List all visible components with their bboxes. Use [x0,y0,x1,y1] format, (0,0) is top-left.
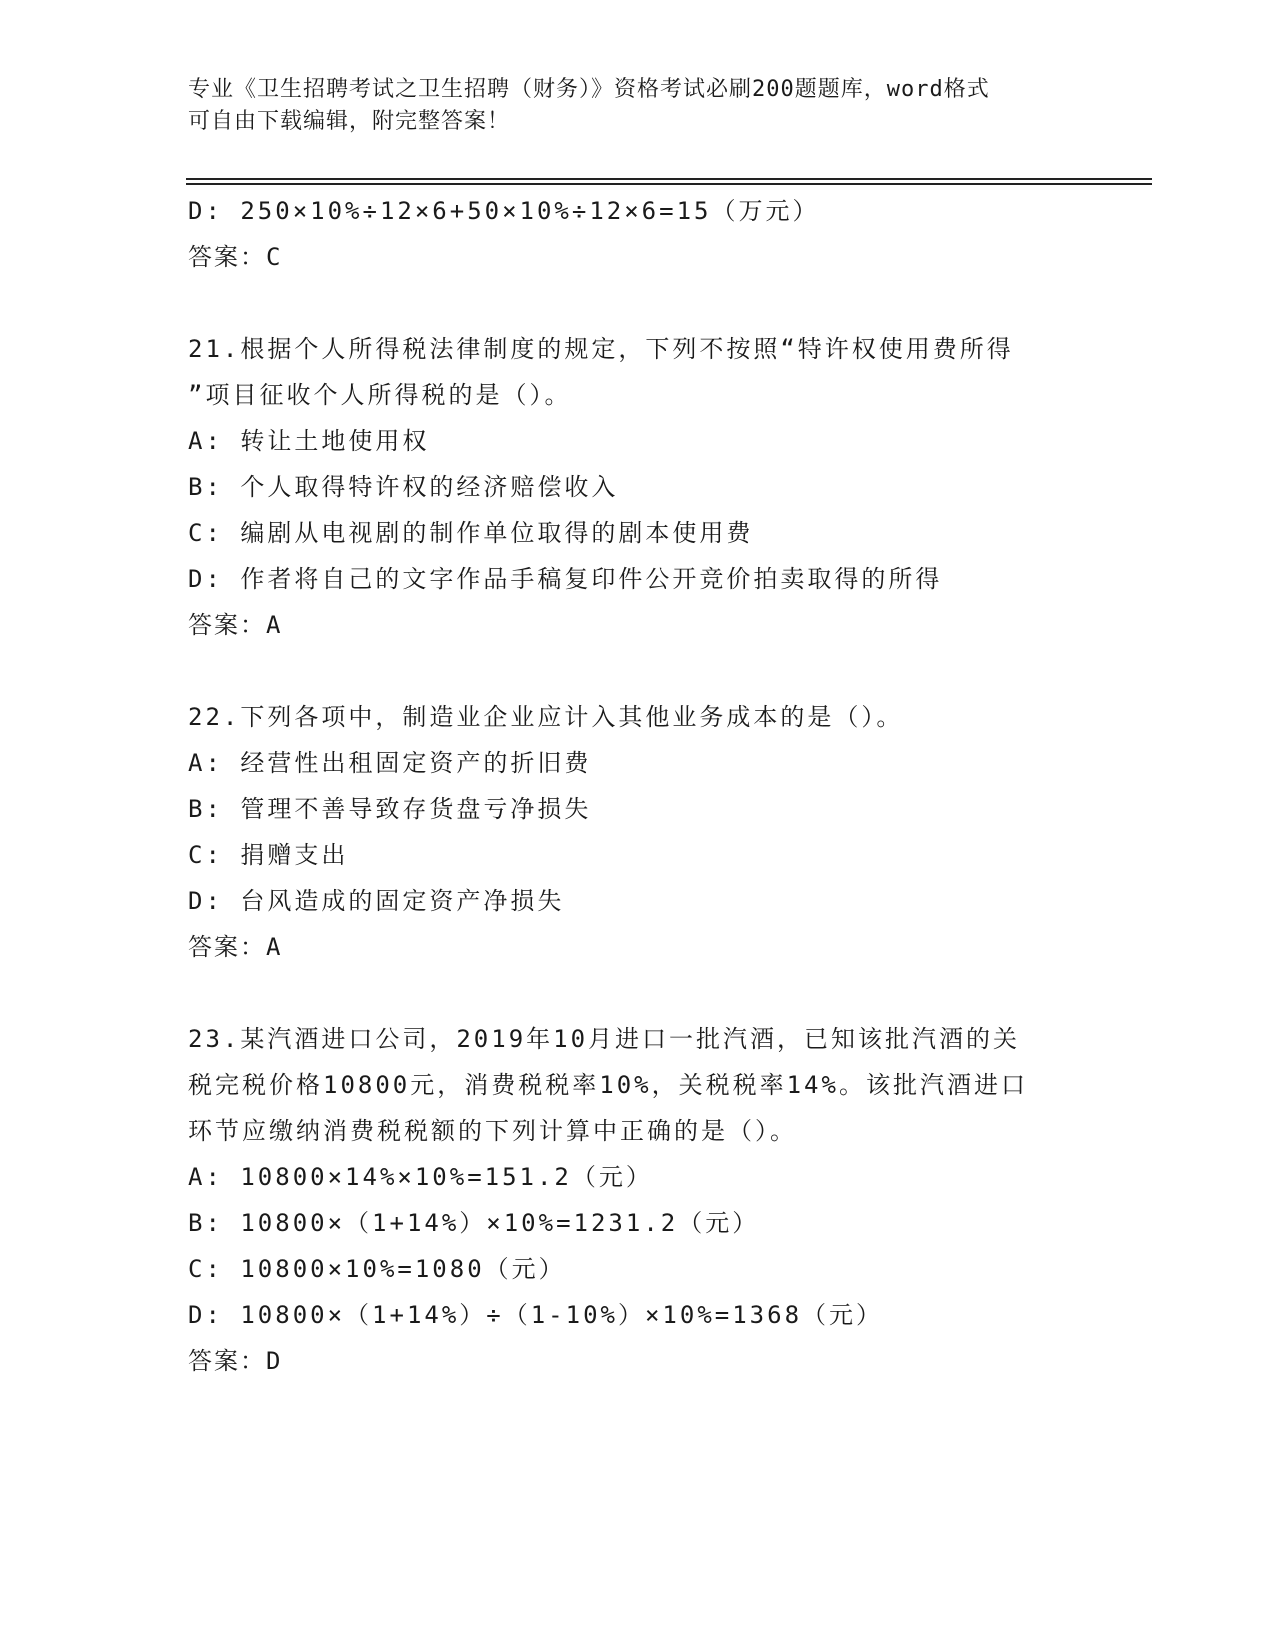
spacer [188,280,1088,326]
option-c: C: 10800×10%=1080（元） [188,1255,566,1283]
header-rule-bottom [186,183,1152,185]
option-a: A: 转让土地使用权 [188,427,430,455]
answer: 答案：A [188,933,283,961]
option-b: B: 10800×（1+14%）×10%=1231.2（元） [188,1209,760,1237]
question-stem: ”项目征收个人所得税的是（）。 [188,381,572,409]
option-a: A: 10800×14%×10%=151.2（元） [188,1163,653,1191]
header-line-2: 可自由下载编辑，附完整答案！ [188,109,511,134]
option-d: D: 作者将自己的文字作品手稿复印件公开竞价拍卖取得的所得 [188,565,943,593]
question-stem: 税完税价格10800元，消费税税率10%，关税税率14%。该批汽酒进口 [188,1071,1028,1099]
spacer [188,970,1088,1016]
option-c: C: 编剧从电视剧的制作单位取得的剧本使用费 [188,519,754,547]
answer: 答案：D [188,1347,283,1375]
question-stem: 21.根据个人所得税法律制度的规定，下列不按照“特许权使用费所得 [188,335,1014,363]
header-rule-top [186,178,1152,180]
option-b: B: 个人取得特许权的经济赔偿收入 [188,473,619,501]
spacer [188,648,1088,694]
answer: 答案：C [188,243,283,271]
document-header [188,74,1088,138]
question-list [188,188,1088,1384]
option-d: D: 10800×（1+14%）÷（1-10%）×10%=1368（元） [188,1301,884,1329]
option-a: A: 经营性出租固定资产的折旧费 [188,749,592,777]
header-line-1: 专业《卫生招聘考试之卫生招聘（财务）》资格考试必刷200题题库，word格式 [188,77,990,102]
option-c: C: 捐赠支出 [188,841,349,869]
answer: 答案：A [188,611,283,639]
option-d: D: 250×10%÷12×6+50×10%÷12×6=15（万元） [188,197,820,225]
question-stem: 23.某汽酒进口公司，2019年10月进口一批汽酒，已知该批汽酒的关 [188,1025,1021,1053]
option-b: B: 管理不善导致存货盘亏净损失 [188,795,592,823]
question-stem: 环节应缴纳消费税税额的下列计算中正确的是（）。 [188,1117,797,1145]
option-d: D: 台风造成的固定资产净损失 [188,887,565,915]
question-stem: 22.下列各项中，制造业企业应计入其他业务成本的是（）。 [188,703,904,731]
